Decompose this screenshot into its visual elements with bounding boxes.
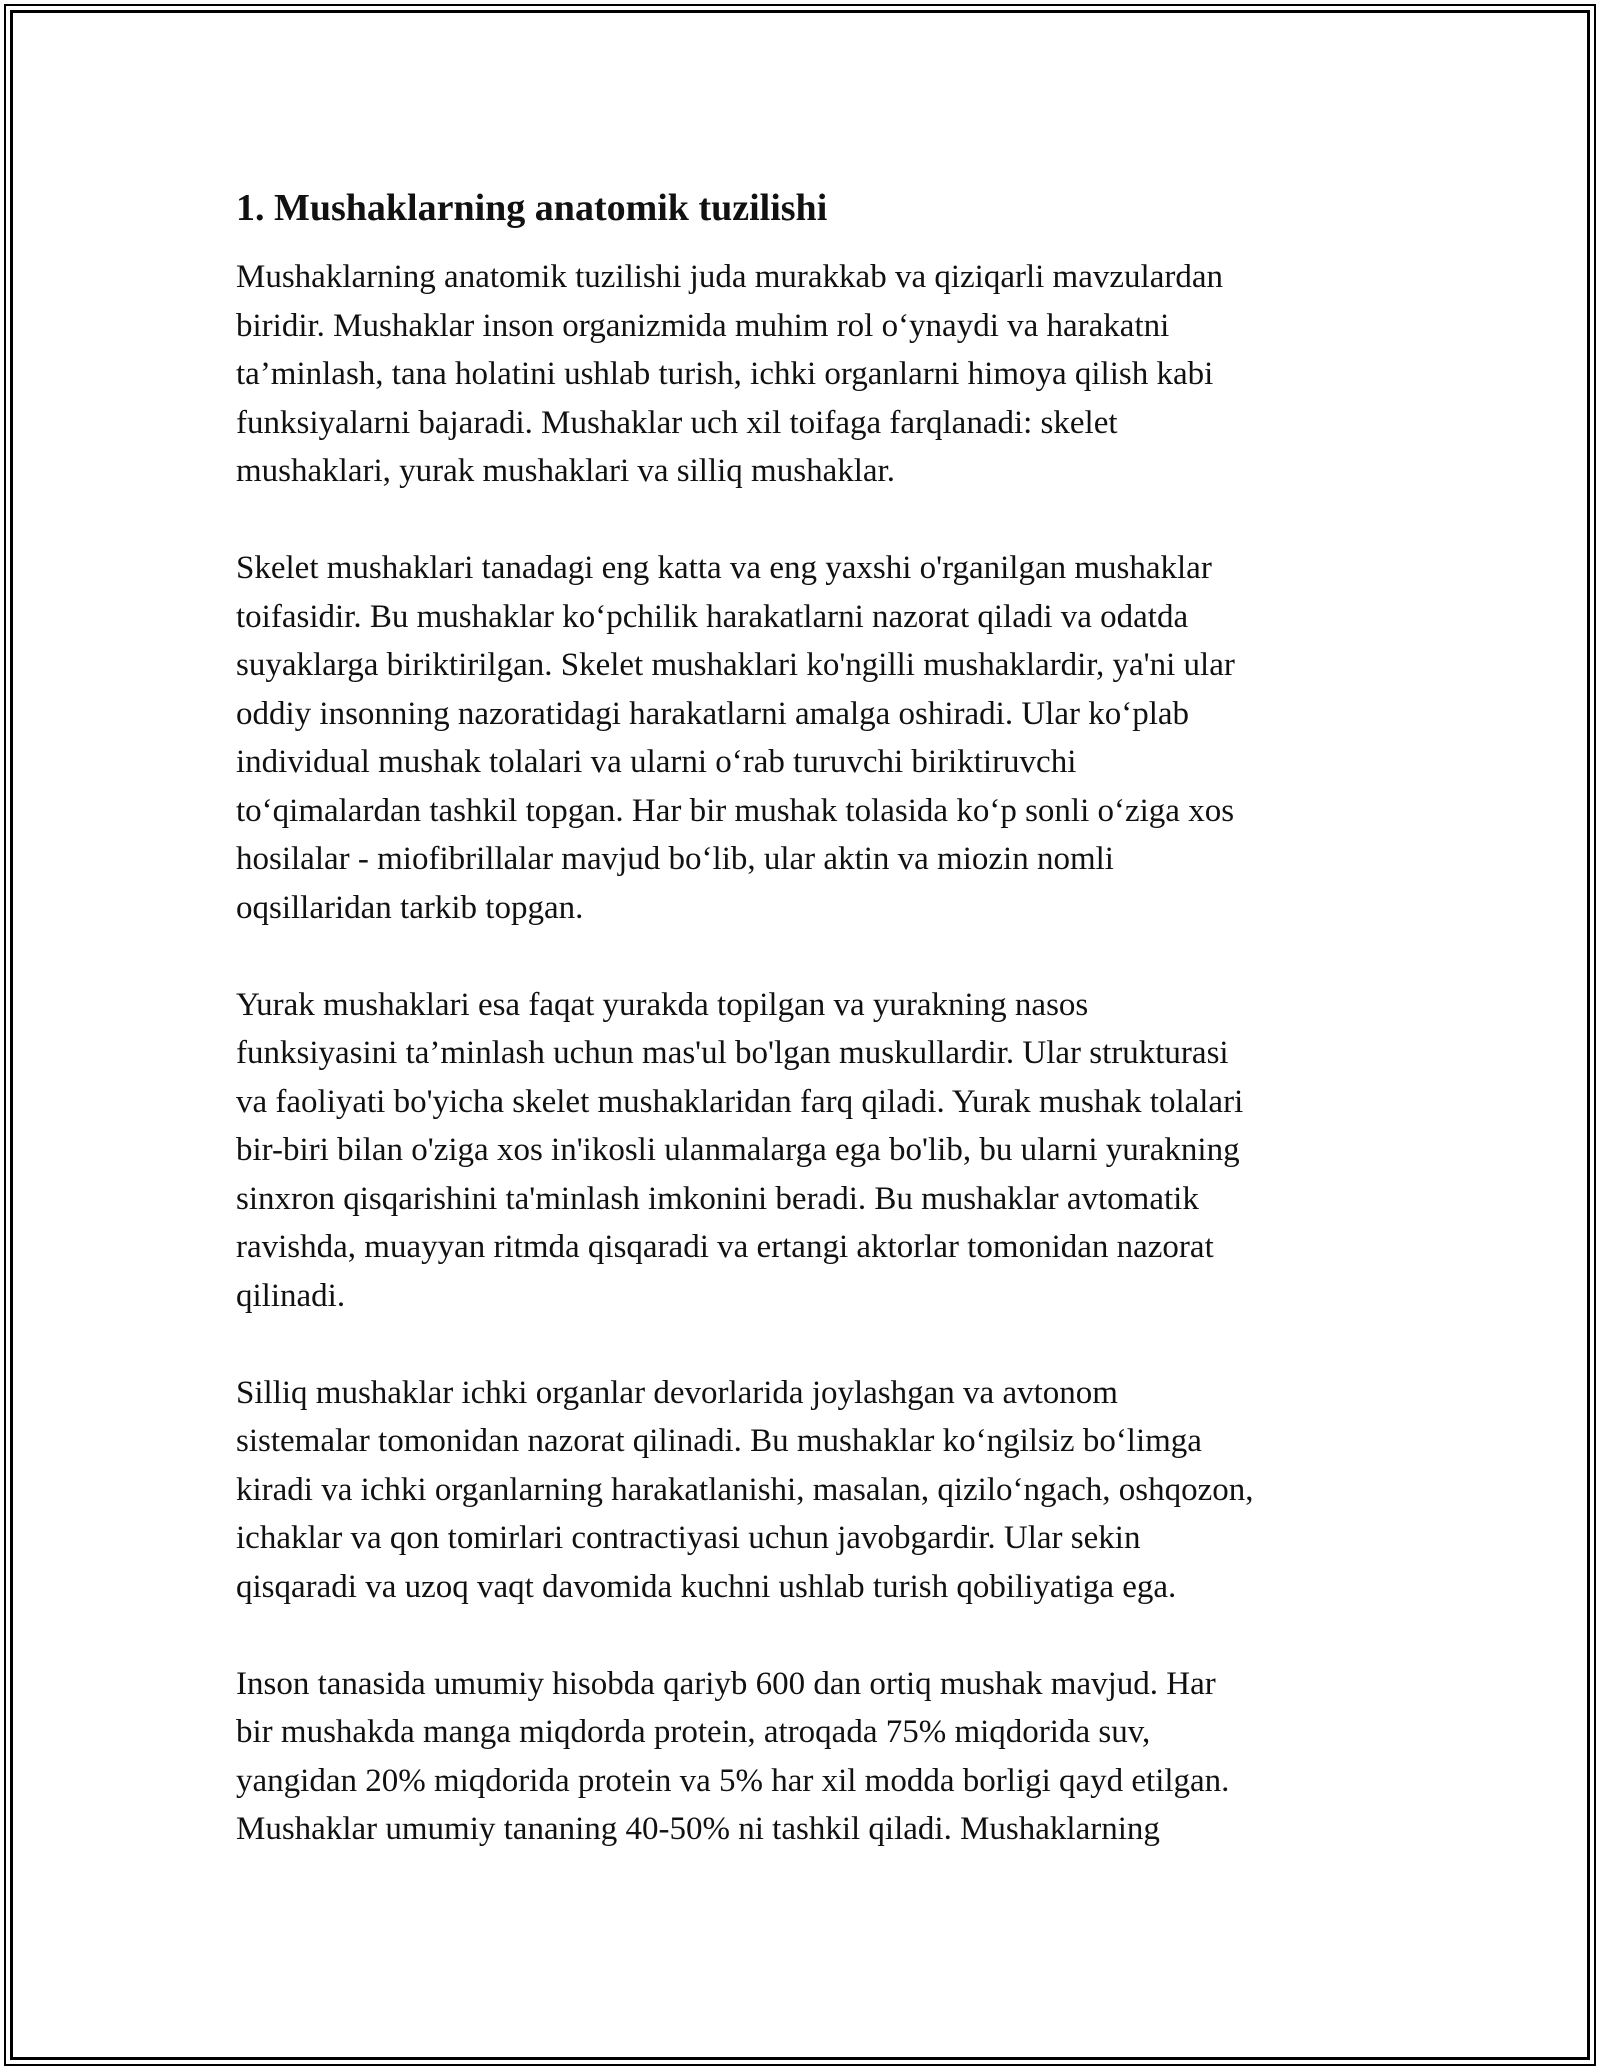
paragraph-line: oqsillaridan tarkib topgan. — [236, 889, 584, 926]
paragraph-line: yangidan 20% miqdorida protein va 5% har xil modda borligi qayd etilgan. — [236, 1762, 1230, 1799]
paragraph-line: Inson tanasida umumiy hisobda qariyb 600 dan ortiq mushak mavjud. Har — [236, 1665, 1216, 1702]
paragraph-line: individual mushak tolalari va ularni o‘rab turuvchi biriktiruvchi — [236, 744, 1077, 780]
section-heading: 1. Mushaklarning anatomik tuzilishi — [236, 187, 828, 229]
paragraph — [236, 981, 1376, 1321]
paragraph-line: mushaklari, yurak mushaklari va silliq mushaklar. — [236, 453, 895, 489]
paragraph-line: funksiyasini ta’minlash uchun mas'ul bo'lgan muskullardir. Ular strukturasi — [236, 1035, 1229, 1071]
document-body — [236, 185, 1376, 1902]
paragraph-line: Silliq mushaklar ichki organlar devorlarida joylashgan va avtonom — [236, 1374, 1118, 1411]
paragraph-line: va faoliyati bo'yicha skelet mushaklaridan farq qiladi. Yurak mushak tolalari — [236, 1083, 1244, 1120]
paragraph — [236, 1660, 1376, 1854]
paragraph-line: sinxron qisqarishini ta'minlash imkonini beradi. Bu mushaklar avtomatik — [236, 1180, 1199, 1217]
paragraph — [236, 1369, 1376, 1612]
paragraph-line: ichaklar va qon tomirlari contractiyasi uchun javobgardir. Ular sekin — [236, 1520, 1141, 1556]
paragraph-line: biridir. Mushaklar inson organizmida muhim rol o‘ynaydi va harakatni — [236, 307, 1170, 344]
paragraph-line: kiradi va ichki organlarning harakatlanishi, masalan, qizilo‘ngach, oshqozon, — [236, 1471, 1254, 1508]
paragraph-line: qilinadi. — [236, 1277, 346, 1314]
paragraph-line: suyaklarga biriktirilgan. Skelet mushaklari ko'ngilli mushaklardir, ya'ni ular — [236, 647, 1235, 683]
paragraph-line: bir-biri bilan o'ziga xos in'ikosli ulanmalarga ega bo'lib, bu ularni yurakning — [236, 1132, 1240, 1168]
paragraph-line: bir mushakda manga miqdorda protein, atroqada 75% miqdorida suv, — [236, 1714, 1151, 1750]
paragraph-line: toifasidir. Bu mushaklar ko‘pchilik harakatlarni nazorat qiladi va odatda — [236, 598, 1189, 635]
paragraph-line: ta’minlash, tana holatini ushlab turish, ichki organlarni himoya qilish kabi — [236, 356, 1214, 392]
paragraph-line: sistemalar tomonidan nazorat qilinadi. Bu mushaklar ko‘ngilsiz bo‘limga — [236, 1423, 1202, 1459]
paragraph-list — [236, 253, 1376, 1854]
paragraph — [236, 253, 1376, 496]
paragraph-line: Yurak mushaklari esa faqat yurakda topilgan va yurakning nasos — [236, 986, 1089, 1023]
paragraph-line: qisqaradi va uzoq vaqt davomida kuchni ushlab turish qobiliyatiga ega. — [236, 1568, 1177, 1605]
paragraph-line: oddiy insonning nazoratidagi harakatlarni amalga oshiradi. Ular ko‘plab — [236, 695, 1190, 732]
paragraph-line: to‘qimalardan tashkil topgan. Har bir mushak tolasida ko‘p sonli o‘ziga xos — [236, 792, 1235, 829]
paragraph-line: ravishda, muayyan ritmda qisqaradi va ertangi aktorlar tomonidan nazorat — [236, 1229, 1214, 1265]
paragraph-line: Mushaklarning anatomik tuzilishi juda murakkab va qiziqarli mavzulardan — [236, 259, 1223, 295]
paragraph-line: Mushaklar umumiy tananing 40-50% ni tashkil qiladi. Mushaklarning — [236, 1811, 1160, 1847]
paragraph-line: Skelet mushaklari tanadagi eng katta va eng yaxshi o'rganilgan mushaklar — [236, 550, 1212, 586]
paragraph-line: funksiyalarni bajaradi. Mushaklar uch xil toifaga farqlanadi: skelet — [236, 404, 1118, 441]
paragraph — [236, 544, 1376, 932]
paragraph-line: hosilalar - miofibrillalar mavjud bo‘lib, ular aktin va miozin nomli — [236, 841, 1114, 877]
